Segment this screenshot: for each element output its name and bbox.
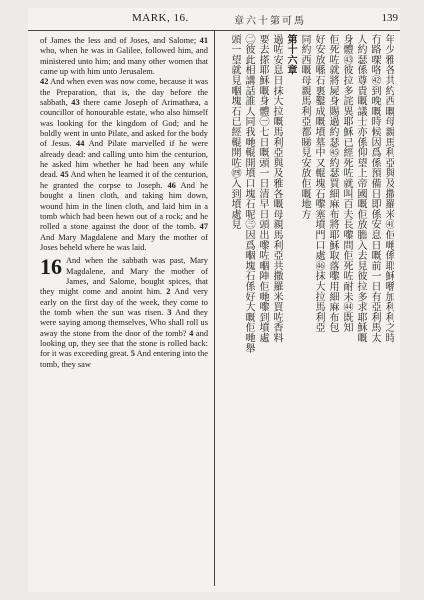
verse-text: And when even was now come, because it was the Preparation, that is, the day before the sabbath, [40, 77, 208, 108]
verse-number: 47 [199, 222, 208, 232]
verse-number: 5 [130, 349, 135, 359]
english-paragraph [40, 77, 208, 253]
verse-text: there came Joseph of Arimathæa, a councillor of honourable estate, who also himself was looking for the kingdom of God; and he boldly went in unto Pilate, and asked for the body of Jesus. [40, 98, 208, 149]
chinese-text-line: 佢死咗就將屍身賜過約瑟㊺約瑟買細麻布將耶穌取落嚟用細麻布包 [327, 34, 338, 333]
chapter-number: 16 [40, 254, 62, 280]
chinese-text-line: 要去搽耶穌嘅身體㊀七日嘅頭一日清早日頭出嚟咗嗰陣佢哋嚟到墳處 [257, 34, 268, 343]
chinese-text-line: 過咗安息日抹大拉嘅馬利亞與及雅各嘅母親馬利亞共撒羅米買咗香料 [271, 34, 282, 343]
chapter-16 [40, 256, 208, 370]
chinese-text-line: 同約西嘅母親馬利亞都睇見安放佢嘅地方 [299, 34, 310, 220]
verse-number: 2 [166, 287, 171, 297]
book-label: MARK, 16. [132, 12, 189, 24]
verse-number: 43 [71, 98, 80, 108]
chinese-text-line: 人約瑟係尊貴嘅議士亦係仰望上帝國嘅佢放膽入去見彼拉多求耶穌嘅 [355, 34, 366, 343]
english-paragraph [40, 36, 208, 77]
verse-text: And when he learned it of the centurion, he granted the corpse to Joseph. [40, 170, 208, 190]
verse-text: of James the less and of Joses, and Salome; [40, 36, 197, 45]
chinese-text-line: 身體㊸彼拉多詫異耶穌已經死咗就叫百夫長嚟問佢死咗耐未㊹既知 [341, 34, 352, 333]
chinese-text-line: 年少雅各共約西嘅母親馬利亞與及撒羅米㊶佢哋係耶穌喺加利利之時 [383, 34, 394, 343]
verse-text: And he bought a linen cloth, and taking him down, wound him in the linen cloth, and laid him in a tomb which had been hewn out of a rock; and he rolled a stone against the door of the tomb. [40, 180, 208, 232]
verse-text: And when the sabbath was past, Mary Magdalene, and Mary the mother of James, and Salome, bought spices, that they might come and anoint him. [40, 256, 208, 297]
bible-page [28, 8, 400, 592]
verse-text: And they were saying among themselves, Who shall roll us away the stone from the door of the tomb? [40, 307, 208, 338]
verse-number: 45 [60, 170, 69, 180]
verse-number: 44 [76, 139, 85, 149]
verse-number: 3 [167, 307, 172, 317]
verse-number: 41 [199, 36, 208, 45]
verse-text: who, when he was in Galilee, followed him, and ministered unto him; and many other women that came up with him unto Jerusalem. [40, 46, 208, 77]
verse-text: And entering into the tomb, they saw [40, 349, 208, 369]
verse-text: and looking up, they see that the stone is rolled back: for it was exceeding great. [40, 328, 208, 359]
verse-text: And very early on the first day of the week, they come to the tomb when the sun was risen. [40, 287, 208, 317]
chinese-column [222, 34, 394, 586]
verse-text: And Pilate marvelled if he were already dead: and calling unto him the centurion, he asked him whether he had been any while dead. [40, 139, 208, 180]
chinese-text-line: 好安放喺石裏鑿成嘅墳墓中又輥塊石嚟塞墳門口處㊻抹大拉馬利亞 [313, 34, 324, 333]
chinese-text-line: ㊁彼此相講話誰人同我哋輥開墳口塊石呢㊂因爲嗰塊石係好大嘅佢哋舉 [243, 34, 254, 354]
verse-number: 42 [40, 77, 49, 87]
page-number: 139 [381, 12, 398, 24]
chinese-text-line: 冇路㗎咯㊷到晚嘅時候因爲係預備日即係安息日嘅前一日有亞利馬太 [369, 34, 380, 343]
page-header [28, 8, 400, 31]
column-divider [214, 30, 215, 586]
verse-number: 46 [167, 180, 176, 190]
verse-text: And Mary Magdalene and Mary the mother of Joses beheld where he was laid. [40, 232, 208, 252]
chinese-text-line: 頭一望就見嗰塊石已經輥開咗㊃入到墳處見 [229, 34, 240, 230]
book-label-cjk: 章六十第可馬 [234, 16, 306, 27]
english-column [40, 36, 208, 584]
chinese-chapter-heading: 第十六章 [285, 34, 296, 76]
verse-number: 4 [189, 328, 194, 338]
